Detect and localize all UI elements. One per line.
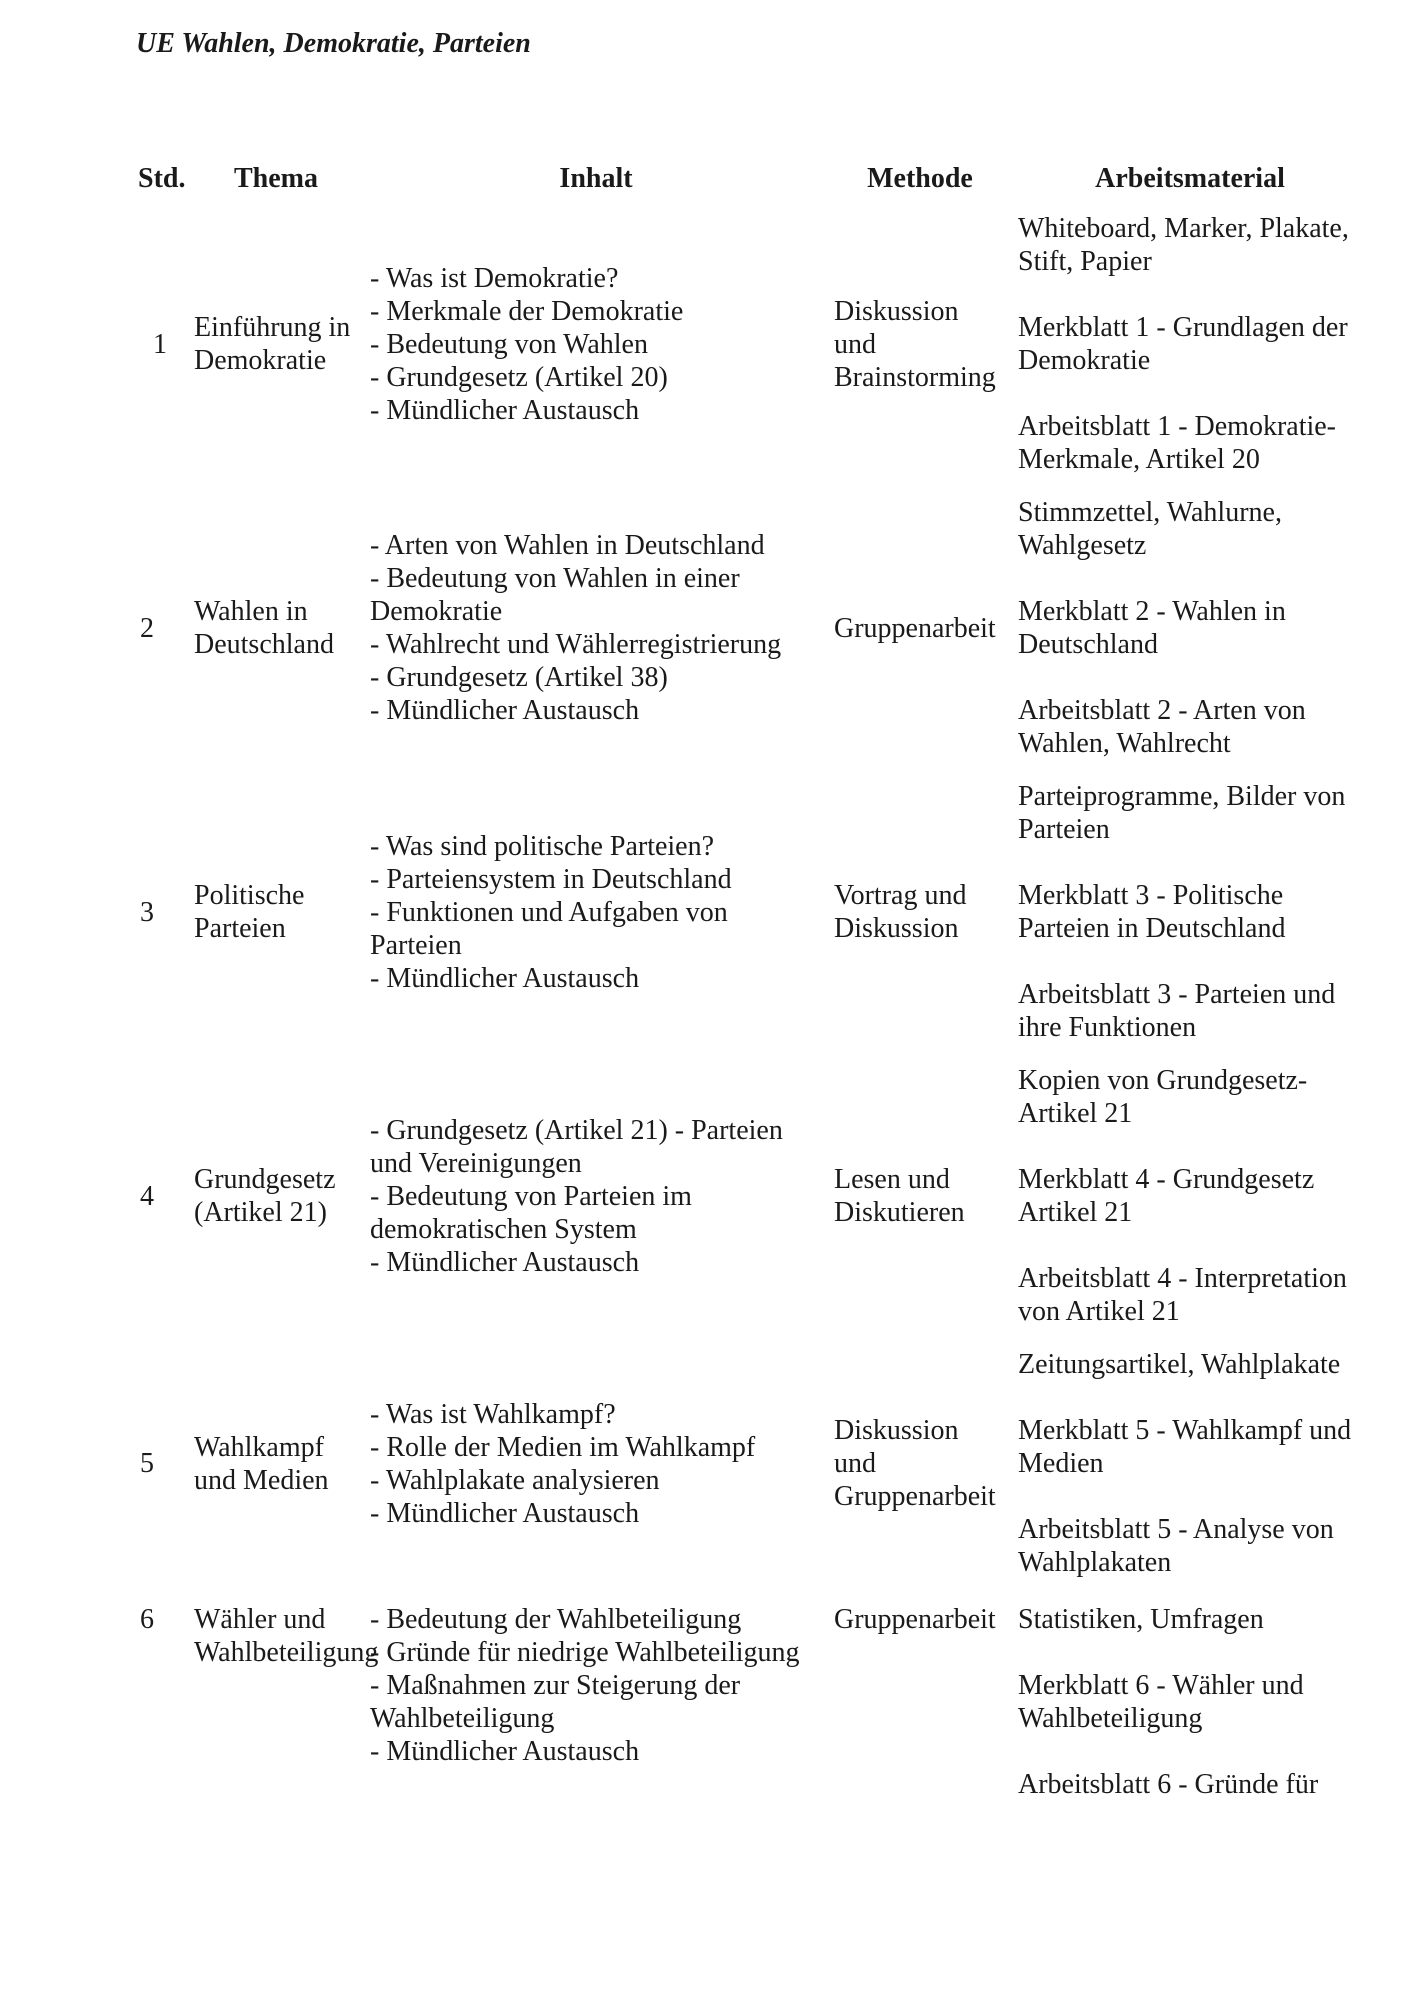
- cell-methode: Diskussion und Gruppenarbeit: [834, 1415, 996, 1512]
- material-item: Parteiprogramme, Bilder von Parteien: [1018, 781, 1346, 845]
- inhalt-line: - Mündlicher Austausch: [370, 695, 640, 726]
- inhalt-line: - Bedeutung von Wahlen: [370, 328, 648, 360]
- material-item: Stimmzettel, Wahlurne, Wahlgesetz: [1018, 497, 1282, 561]
- header-std: Std.: [138, 163, 186, 194]
- inhalt-line: - Bedeutung von Parteien im demokratischen System: [370, 1180, 692, 1245]
- cell-methode: Diskussion und Brainstorming: [834, 295, 996, 393]
- table-row: [132, 1054, 1368, 1338]
- header-arbeitsmaterial: Arbeitsmaterial: [1095, 163, 1285, 194]
- header-inhalt: Inhalt: [559, 163, 633, 194]
- cell-arbeitsmaterial: [1012, 770, 1368, 1054]
- cell-std: 2: [140, 612, 154, 644]
- inhalt-line: - Funktionen und Aufgaben von Parteien: [370, 896, 728, 961]
- material-item: Merkblatt 4 - Grundgesetz Artikel 21: [1018, 1164, 1315, 1228]
- cell-thema: Einführung in Demokratie: [194, 312, 351, 376]
- inhalt-line: - Was sind politische Parteien?: [370, 830, 715, 862]
- cell-inhalt: [364, 202, 828, 486]
- inhalt-line: - Was ist Demokratie?: [370, 262, 619, 294]
- material-item: Whiteboard, Marker, Plakate, Stift, Papier: [1018, 213, 1349, 277]
- cell-inhalt: [364, 1589, 828, 1811]
- cell-inhalt: [364, 1054, 828, 1338]
- inhalt-line: - Mündlicher Austausch: [370, 1736, 640, 1767]
- material-item: Merkblatt 5 - Wahlkampf und Medien: [1018, 1415, 1352, 1479]
- cell-arbeitsmaterial: [1012, 1589, 1368, 1811]
- inhalt-line: - Bedeutung der Wahlbeteiligung: [370, 1604, 742, 1635]
- table-header-row: [132, 158, 1368, 202]
- inhalt-line: - Maßnahmen zur Steigerung der Wahlbeteiligung: [370, 1670, 741, 1734]
- material-item: Arbeitsblatt 6 - Gründe für: [1018, 1769, 1319, 1800]
- inhalt-line: - Mündlicher Austausch: [370, 1497, 640, 1529]
- inhalt-line: - Arten von Wahlen in Deutschland: [370, 530, 765, 561]
- cell-inhalt: [364, 770, 828, 1054]
- cell-methode: Gruppenarbeit: [834, 612, 996, 644]
- material-item: Merkblatt 3 - Politische Parteien in Deutschland: [1018, 880, 1286, 944]
- inhalt-line: - Mündlicher Austausch: [370, 1246, 640, 1278]
- inhalt-line: - Wahlrecht und Wählerregistrierung: [370, 629, 782, 660]
- cell-thema: Wahlen in Deutschland: [194, 596, 334, 660]
- cell-std: 5: [140, 1448, 154, 1479]
- lesson-plan-table: [132, 158, 1368, 1811]
- inhalt-line: - Rolle der Medien im Wahlkampf: [370, 1431, 756, 1463]
- cell-std: 3: [140, 896, 154, 928]
- inhalt-line: - Gründe für niedrige Wahlbeteiligung: [370, 1637, 800, 1668]
- cell-std: 4: [140, 1180, 154, 1212]
- inhalt-line: - Parteiensystem in Deutschland: [370, 863, 732, 895]
- material-item: Statistiken, Umfragen: [1018, 1604, 1264, 1635]
- cell-std: 1: [153, 328, 167, 360]
- cell-inhalt: [364, 1338, 828, 1589]
- cell-inhalt: [364, 486, 828, 770]
- inhalt-line: - Bedeutung von Wahlen in einer Demokratie: [370, 563, 740, 627]
- inhalt-line: - Wahlplakate analysieren: [370, 1464, 660, 1496]
- inhalt-line: - Merkmale der Demokratie: [370, 295, 684, 327]
- header-methode: Methode: [867, 163, 973, 194]
- material-item: Arbeitsblatt 3 - Parteien und ihre Funktionen: [1018, 979, 1336, 1043]
- material-item: Arbeitsblatt 5 - Analyse von Wahlplakaten: [1018, 1514, 1334, 1578]
- material-item: Kopien von Grundgesetz-Artikel 21: [1018, 1065, 1308, 1129]
- cell-methode: Lesen und Diskutieren: [834, 1164, 965, 1228]
- table-row: [132, 1338, 1368, 1589]
- cell-arbeitsmaterial: [1012, 1054, 1368, 1338]
- material-item: Arbeitsblatt 1 - Demokratie-Merkmale, Artikel 20: [1018, 411, 1337, 475]
- table-row: [132, 1589, 1368, 1811]
- cell-thema: Grundgesetz (Artikel 21): [194, 1164, 336, 1228]
- page-title: UE Wahlen, Demokratie, Parteien: [136, 28, 531, 59]
- cell-thema: Politische Parteien: [194, 880, 305, 944]
- cell-thema: Wahlkampf und Medien: [194, 1431, 329, 1496]
- inhalt-line: - Grundgesetz (Artikel 38): [370, 662, 668, 693]
- cell-methode: Vortrag und Diskussion: [834, 880, 967, 944]
- cell-thema: Wähler und Wahlbeteiligung: [194, 1604, 379, 1668]
- material-item: Merkblatt 6 - Wähler und Wahlbeteiligung: [1018, 1670, 1304, 1734]
- material-item: Merkblatt 1 - Grundlagen der Demokratie: [1018, 312, 1348, 376]
- cell-std: 6: [140, 1604, 154, 1635]
- material-item: Arbeitsblatt 2 - Arten von Wahlen, Wahlrecht: [1018, 695, 1306, 759]
- header-thema: Thema: [234, 163, 318, 194]
- cell-arbeitsmaterial: [1012, 202, 1368, 486]
- material-item: Arbeitsblatt 4 - Interpretation von Artikel 21: [1018, 1263, 1347, 1327]
- cell-methode: Gruppenarbeit: [834, 1604, 996, 1635]
- table-row: [132, 770, 1368, 1054]
- material-item: Zeitungsartikel, Wahlplakate: [1018, 1349, 1341, 1380]
- table-row: [132, 486, 1368, 770]
- inhalt-line: - Grundgesetz (Artikel 20): [370, 361, 668, 393]
- inhalt-line: - Grundgesetz (Artikel 21) - Parteien und Vereinigungen: [370, 1114, 783, 1179]
- inhalt-line: - Was ist Wahlkampf?: [370, 1398, 616, 1430]
- cell-arbeitsmaterial: [1012, 1338, 1368, 1589]
- table-row: [132, 202, 1368, 486]
- cell-arbeitsmaterial: [1012, 486, 1368, 770]
- material-item: Merkblatt 2 - Wahlen in Deutschland: [1018, 596, 1286, 660]
- inhalt-line: - Mündlicher Austausch: [370, 962, 640, 994]
- inhalt-line: - Mündlicher Austausch: [370, 394, 640, 426]
